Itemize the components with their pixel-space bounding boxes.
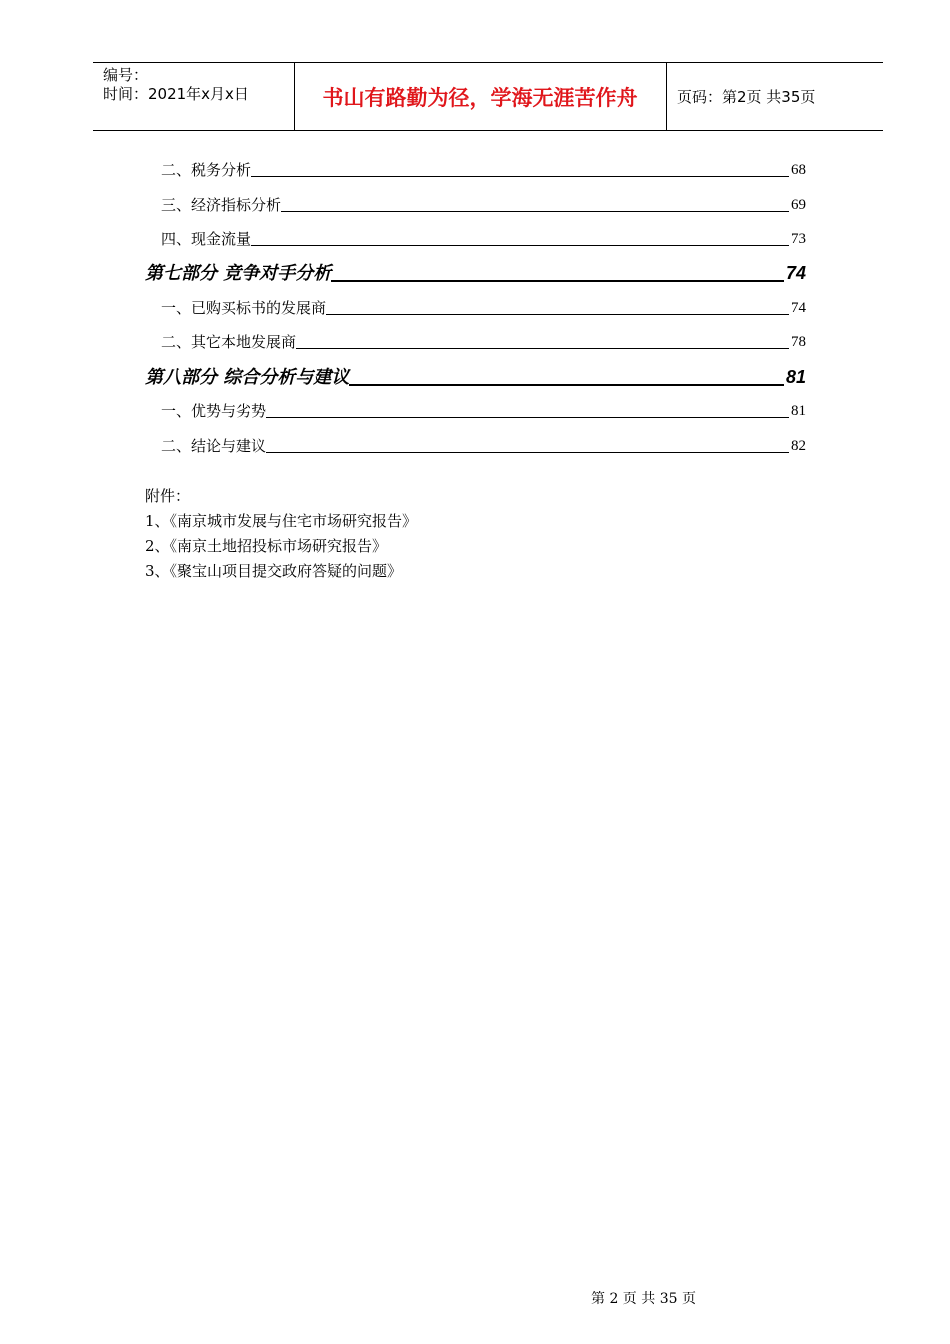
toc-entry-title: 二、其它本地发展商 — [161, 333, 297, 351]
toc-leader-line — [296, 347, 789, 349]
toc-leader-line — [331, 279, 784, 282]
toc-entry-title: 一、优势与劣势 — [161, 402, 267, 420]
toc-entry-title: 二、结论与建议 — [161, 437, 267, 455]
toc-entry[interactable] — [161, 195, 806, 215]
toc-leader-line — [281, 210, 789, 212]
toc-entry-title: 一、已购买标书的发展商 — [161, 299, 327, 317]
toc-entry-page: 73 — [791, 231, 806, 247]
toc-entry-title: 四、现金流量 — [161, 230, 252, 248]
toc-part-entry[interactable] — [145, 366, 806, 389]
toc-entry[interactable] — [161, 229, 806, 249]
toc-part-page: 81 — [785, 367, 806, 387]
toc-leader-line — [349, 383, 784, 386]
toc-entry-page: 74 — [791, 300, 806, 316]
appendix-heading: 附件： — [145, 487, 191, 505]
toc-entry[interactable] — [161, 436, 806, 456]
page-header — [93, 62, 883, 131]
toc-leader-line — [266, 451, 789, 453]
toc-leader-line — [251, 244, 789, 246]
page-footer: 第 2 页 共 35 页 — [591, 1291, 696, 1307]
toc-entry-title: 三、经济指标分析 — [161, 196, 282, 214]
toc-part-title: 第八部分 综合分析与建议 — [145, 367, 350, 388]
appendix-item: 2、《南京土地招投标市场研究报告》 — [145, 537, 388, 555]
toc-entry-page: 69 — [791, 197, 806, 213]
toc-entry-page: 68 — [791, 162, 806, 178]
appendix-item: 3、《聚宝山项目提交政府答疑的问题》 — [145, 562, 403, 580]
header-left-cell — [93, 63, 295, 130]
toc-part-title: 第七部分 竞争对手分析 — [145, 263, 332, 284]
toc-entry[interactable] — [161, 401, 806, 421]
header-number-label: 编号： — [103, 66, 149, 84]
toc-entry-page: 82 — [791, 438, 806, 454]
toc-part-page: 74 — [785, 263, 806, 283]
toc-entry[interactable] — [161, 332, 806, 352]
header-page-info: 页码：第2页 共35页 — [677, 88, 816, 106]
toc-entry-page: 78 — [791, 334, 806, 350]
appendix-item: 1、《南京城市发展与住宅市场研究报告》 — [145, 512, 418, 530]
toc-entry-title: 二、税务分析 — [161, 161, 252, 179]
toc-entry[interactable] — [161, 160, 806, 180]
toc-leader-line — [326, 313, 789, 315]
header-motto: 书山有路勤为径，学海无涯苦作舟 — [294, 63, 667, 130]
toc-entry-page: 81 — [791, 403, 806, 419]
toc-leader-line — [266, 416, 789, 418]
toc-part-entry[interactable] — [145, 262, 806, 285]
toc-entry[interactable] — [161, 298, 806, 318]
toc-leader-line — [251, 175, 789, 177]
header-time-label: 时间：2021年x月x日 — [103, 85, 249, 103]
